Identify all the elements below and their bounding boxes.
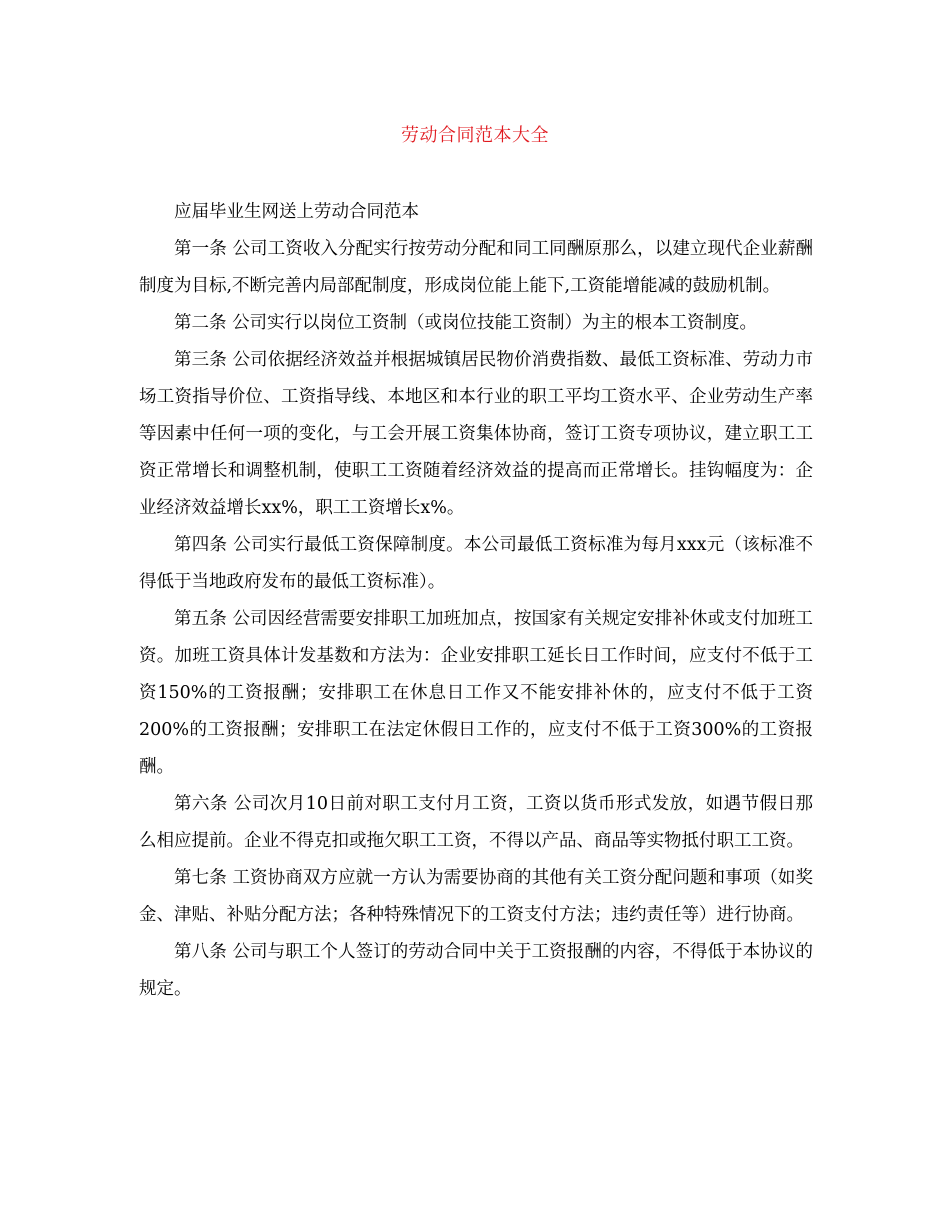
article-1: 第一条 公司工资收入分配实行按劳动分配和同工同酬原那么，以建立现代企业薪酬制度为目标,不断完善内局部配制度，形成岗位能上能下,工资能增能减的鼓励机制。 xyxy=(139,239,813,296)
article-5: 第五条 公司因经营需要安排职工加班加点，按国家有关规定安排补休或支付加班工资。加班工资具体计发基数和方法为：企业安排职工延长日工作时间，应支付不低于工资150%的工资报酬；安排职工在休息日工作又不能安排补休的，应支付不低于工资200%的工资报酬；安排职工在法定休假日工作的，应支付不低于工资300%的工资报酬。 xyxy=(139,609,813,777)
article-8: 第八条 公司与职工个人签订的劳动合同中关于工资报酬的内容，不得低于本协议的规定。 xyxy=(139,942,813,999)
article-2: 第二条 公司实行以岗位工资制（或岗位技能工资制）为主的根本工资制度。 xyxy=(174,313,758,333)
article-6: 第六条 公司次月10日前对职工支付月工资，工资以货币形式发放，如遇节假日那么相应提前。企业不得克扣或拖欠职工工资，不得以产品、商品等实物抵付职工工资。 xyxy=(139,794,813,851)
article-4: 第四条 公司实行最低工资保障制度。本公司最低工资标准为每月xxx元（该标准不得低于当地政府发布的最低工资标准）。 xyxy=(139,535,813,592)
document-body xyxy=(139,194,813,1008)
article-3: 第三条 公司依据经济效益并根据城镇居民物价消费指数、最低工资标准、劳动力市场工资指导价位、工资指导线、本地区和本行业的职工平均工资水平、企业劳动生产率等因素中任何一项的变化，与工会开展工资集体协商，签订工资专项协议，建立职工工资正常增长和调整机制，使职工工资随着经济效益的提高而正常增长。挂钩幅度为：企业经济效益增长xx%，职工工资增长x%。 xyxy=(139,350,813,518)
article-7: 第七条 工资协商双方应就一方认为需要协商的其他有关工资分配问题和事项（如奖金、津贴、补贴分配方法；各种特殊情况下的工资支付方法；违约责任等）进行协商。 xyxy=(139,868,813,925)
document-subtitle: 应届毕业生网送上劳动合同范本 xyxy=(174,202,419,222)
page-title: 劳动合同范本大全 xyxy=(401,125,549,146)
